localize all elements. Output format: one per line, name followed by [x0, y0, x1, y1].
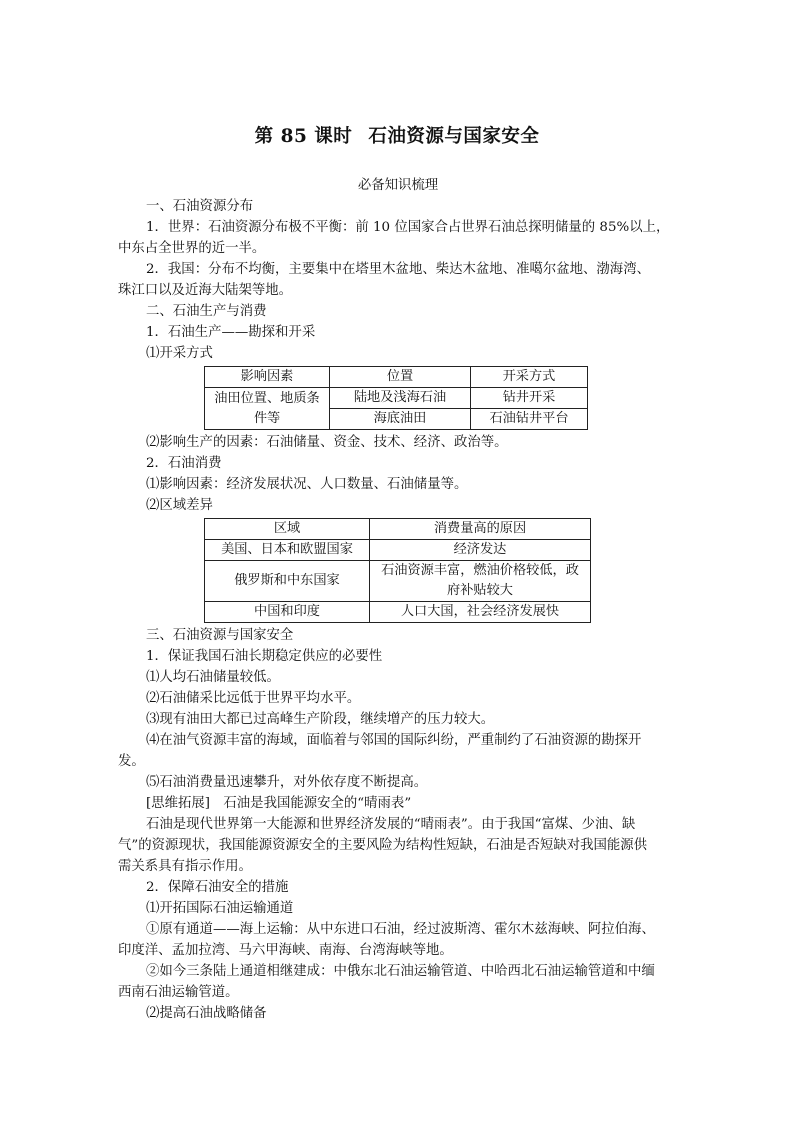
table-cell: 陆地及浅海石油: [330, 388, 471, 409]
table-cell-region: 俄罗斯和中东国家: [205, 561, 370, 602]
heading-distribution: 一、石油资源分布: [146, 199, 254, 214]
title-lesson-number: 第 85 课时: [254, 126, 353, 147]
item-transport-routes: ⑴开拓国际石油运输通道: [146, 901, 294, 916]
item-sea-route-a: ①原有通道——海上运输：从中东进口石油，经过波斯湾、霍尔木兹海峡、阿拉伯海、: [146, 922, 655, 937]
paragraph-world-a: 1．世界：石油资源分布极不平衡：前 10 位国家合占世界石油总探明储量的 85%以上，: [146, 220, 670, 235]
document-body: [118, 175, 678, 1024]
table-header: 位置: [330, 367, 471, 388]
table-cell: 石油钻井平台: [471, 409, 588, 430]
table-row: [205, 519, 591, 540]
table-header: 影响因素: [205, 367, 330, 388]
section-heading: 必备知识梳理: [357, 178, 439, 193]
heading-security: 三、石油资源与国家安全: [146, 628, 294, 643]
table-cell-factors: [205, 388, 330, 430]
paragraph-world-b: 中东占全世界的近一半。: [118, 241, 266, 256]
table-cell: 海底油田: [330, 409, 471, 430]
extension-text-b: 气”的资源现状，我国能源资源安全的主要风险为结构性短缺，石油是否短缺对我国能源供: [118, 838, 648, 853]
paragraph-china-a: 2．我国：分布不均衡，主要集中在塔里木盆地、柴达木盆地、准噶尔盆地、渤海湾、: [146, 262, 650, 277]
table-cell-reason: 人口大国，社会经济发展快: [370, 602, 591, 623]
item-land-routes-b: 西南石油运输管道。: [118, 985, 239, 1000]
table-header: 消费量高的原因: [370, 519, 591, 540]
item-strategic-reserve: ⑵提高石油战略储备: [146, 1006, 267, 1021]
heading-production: 二、石油生产与消费: [146, 304, 267, 319]
item-sea-route-b: 印度洋、孟加拉湾、马六甲海峡、南海、台湾海峡等地。: [118, 943, 453, 958]
table-cell-region: 美国、日本和欧盟国家: [205, 540, 370, 561]
subheading-production: 1．石油生产——勘探和开采: [146, 325, 316, 340]
extension-text-c: 需关系具有指示作用。: [118, 859, 252, 874]
table-row: [205, 367, 588, 388]
item-peak-production: ⑶现有油田大都已过高峰生产阶段，继续增产的压力较大。: [146, 712, 495, 727]
table-row: [205, 388, 588, 409]
factor-line: 油田位置、地质条: [214, 390, 320, 406]
table-row: [205, 540, 591, 561]
item-production-factors: ⑵影响生产的因素：石油储量、资金、技术、经济、政治等。: [146, 435, 508, 450]
extraction-table: [204, 366, 588, 430]
subheading-necessity: 1．保证我国石油长期稳定供应的必要性: [146, 649, 383, 664]
reason-line: 府补贴较大: [447, 583, 513, 598]
item-disputes-a: ⑷在油气资源丰富的海域，面临着与邻国的国际纠纷，严重制约了石油资源的勘探开: [146, 733, 642, 748]
table-row: [205, 561, 591, 602]
factor-line: 件等: [253, 410, 281, 426]
page-title: [0, 122, 794, 148]
table-header: 开采方式: [471, 367, 588, 388]
subheading-consumption: 2．石油消费: [146, 456, 222, 471]
item-consumption-rise: ⑸石油消费量迅速攀升，对外依存度不断提高。: [146, 775, 428, 790]
extension-text-a: 石油是现代世界第一大能源和世界经济发展的“晴雨表”。由于我国“富煤、少油、缺: [146, 817, 636, 832]
item-disputes-b: 发。: [118, 754, 145, 769]
subheading-measures: 2．保障石油安全的措施: [146, 880, 289, 895]
table-cell-region: 中国和印度: [205, 602, 370, 623]
item-land-routes-a: ②如今三条陆上通道相继建成：中俄东北石油运输管道、中哈西北石油运输管道和中缅: [146, 964, 655, 979]
table-cell-reason: 经济发达: [370, 540, 591, 561]
table-cell: 钻井开采: [471, 388, 588, 409]
consumption-table: [204, 518, 591, 623]
title-topic: 石油资源与国家安全: [368, 126, 540, 147]
table-row: [205, 602, 591, 623]
item-per-capita: ⑴人均石油储量较低。: [146, 670, 280, 685]
extension-heading: [思维拓展] 石油是我国能源安全的“晴雨表”: [146, 796, 412, 811]
item-regional-differences: ⑵区域差异: [146, 498, 213, 513]
paragraph-china-b: 珠江口以及近海大陆架等地。: [118, 283, 293, 298]
item-extraction-methods: ⑴开采方式: [146, 346, 213, 361]
item-reserve-ratio: ⑵石油储采比远低于世界平均水平。: [146, 691, 361, 706]
reason-line: 石油资源丰富，燃油价格较低，政: [381, 563, 579, 578]
item-consumption-factors: ⑴影响因素：经济发展状况、人口数量、石油储量等。: [146, 477, 468, 492]
table-cell-reason: [370, 561, 591, 602]
table-header: 区域: [205, 519, 370, 540]
